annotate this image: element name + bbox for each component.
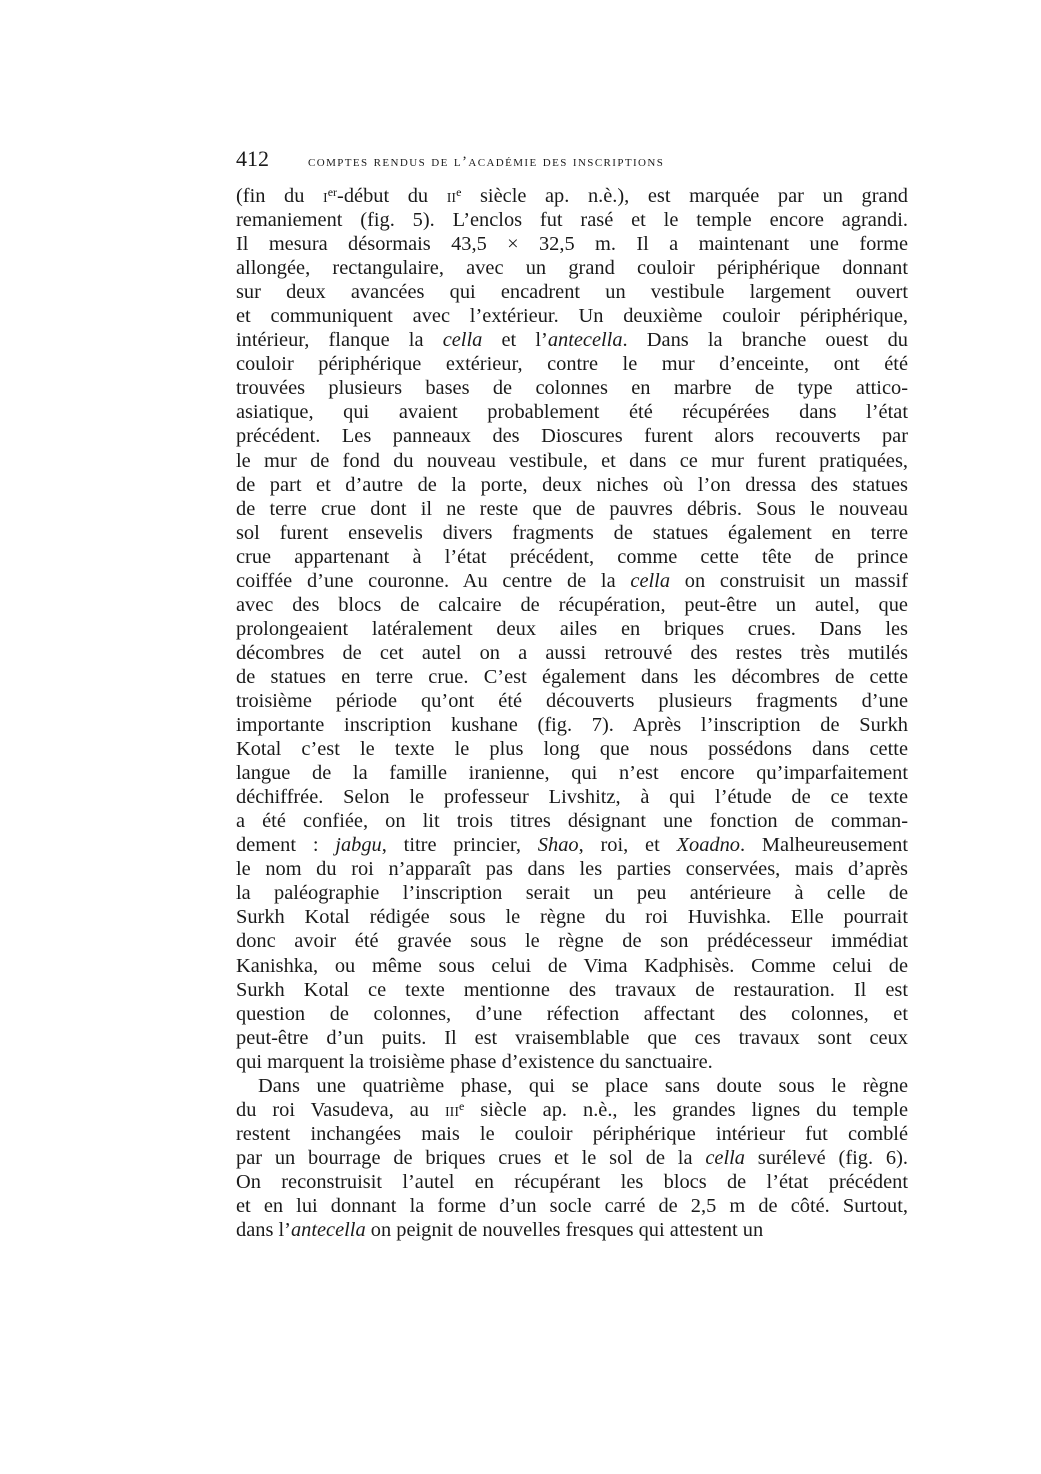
text-line: intérieur, flanque la cella et l’antecella. Dans la branche ouest du [236, 329, 909, 352]
text-line: déchiffrée. Selon le professeur Livshitz, à qui l’étude de ce texte [236, 786, 908, 809]
text-line: asiatique, qui avaient probablement été récupérées dans l’état [236, 401, 908, 424]
text-line: peut-être d’un puits. Il est vraisemblable que ces travaux sont ceux [236, 1026, 908, 1049]
text-line: Kanishka, ou même sous celui de Vima Kadphisès. Comme celui de [236, 954, 908, 977]
text-line: Il mesura désormais 43,5 × 32,5 m. Il a maintenant une forme [236, 233, 908, 256]
text-line: couloir périphérique extérieur, contre le mur d’enceinte, ont été [236, 353, 908, 376]
text-line: donc avoir été gravée sous le règne de son prédécesseur immédiat [236, 930, 908, 953]
paragraph [236, 1074, 908, 1242]
text-line: crue appartenant à l’état précédent, comme cette tête de prince [236, 545, 908, 568]
text-line: On reconstruisit l’autel en récupérant les blocs de l’état précédent [236, 1170, 908, 1193]
text-line: langue de la famille iranienne, qui n’est encore qu’imparfaitement [236, 762, 908, 785]
text-line: importante inscription kushane (fig. 7). Après l’inscription de Surkh [236, 714, 908, 737]
text-line: allongée, rectangulaire, avec un grand couloir périphérique donnant [236, 257, 908, 280]
text-line: de terre crue dont il ne reste que de pauvres débris. Sous le nouveau [236, 497, 908, 520]
paragraph [236, 184, 908, 1074]
running-title: comptes rendus de l’académie des inscriptions [308, 154, 665, 170]
text-line: Surkh Kotal rédigée sous le règne du roi Huvishka. Elle pourrait [236, 906, 908, 929]
text-line: décombres de cet autel on a aussi retrouvé des restes très mutilés [236, 641, 908, 664]
text-line: et communiquent avec l’extérieur. Un deuxième couloir périphérique, [236, 305, 908, 328]
text-line: de part et d’autre de la porte, deux niches où l’on dressa des statues [236, 473, 908, 496]
text-line: (fin du $i^{er}$-début du $ii^e$ siècle ap. n.è.), est marquée par un grand [236, 185, 908, 207]
text-line: troisième période qu’ont été découverts plusieurs fragments d’une [236, 689, 908, 712]
text-line: du roi Vasudeva, au iii$^e$ siècle ap. n.è., les grandes lignes du temple [236, 1098, 908, 1121]
text-line: Kotal c’est le texte le plus long que nous possédons dans cette [236, 738, 908, 761]
text-line: et en lui donnant la forme d’un socle carré de 2,5 m de côté. Surtout, [236, 1194, 908, 1217]
text-line: la paléographie l’inscription serait un peu antérieure à celle de [236, 882, 908, 905]
text-line: sol furent ensevelis divers fragments de statues également en terre [236, 521, 908, 544]
text-line: a été confiée, on lit trois titres désignant une fonction de comman- [236, 810, 908, 833]
text-line: dement : jabgu, titre princier, Shao, roi, et Xoadno. Malheureusement [236, 834, 908, 857]
page-number: 412 [236, 146, 269, 171]
text-line: question de colonnes, d’une réfection affectant des colonnes, et [236, 1002, 908, 1025]
body-text [236, 184, 908, 1242]
text-line: sur deux avancées qui encadrent un vestibule largement ouvert [236, 281, 908, 304]
text-line: Dans une quatrième phase, qui se place sans doute sous le règne [258, 1074, 908, 1097]
text-line: restent inchangées mais le couloir périphérique intérieur fut comblé [236, 1122, 908, 1145]
text-line: prolongeaient latéralement deux ailes en briques crues. Dans les [236, 617, 908, 640]
text-line: de statues en terre crue. C’est également dans les décombres de cette [236, 665, 908, 688]
text-line: dans l’antecella on peignit de nouvelles fresques qui attestent un [236, 1219, 764, 1242]
text-line: Surkh Kotal ce texte mentionne des travaux de restauration. Il est [236, 978, 908, 1001]
text-line: remaniement (fig. 5). L’enclos fut rasé et le temple encore agrandi. [236, 209, 908, 232]
text-line: trouvées plusieurs bases de colonnes en marbre de type attico- [236, 377, 908, 400]
text-line: précédent. Les panneaux des Dioscures furent alors recouverts par [236, 425, 908, 448]
text-line: coiffée d’une couronne. Au centre de la cella on construisit un massif [236, 569, 909, 592]
text-line: le nom du roi n’apparaît pas dans les parties conservées, mais d’après [236, 858, 908, 881]
text-line: par un bourrage de briques crues et le sol de la cella surélevé (fig. 6). [236, 1146, 908, 1169]
text-line: qui marquent la troisième phase d’existence du sanctuaire. [236, 1050, 713, 1073]
text-line: avec des blocs de calcaire de récupération, peut-être un autel, que [236, 593, 908, 616]
page [236, 146, 908, 1242]
running-head [236, 146, 908, 176]
text-line: le mur de fond du nouveau vestibule, et dans ce mur furent pratiquées, [236, 449, 908, 472]
